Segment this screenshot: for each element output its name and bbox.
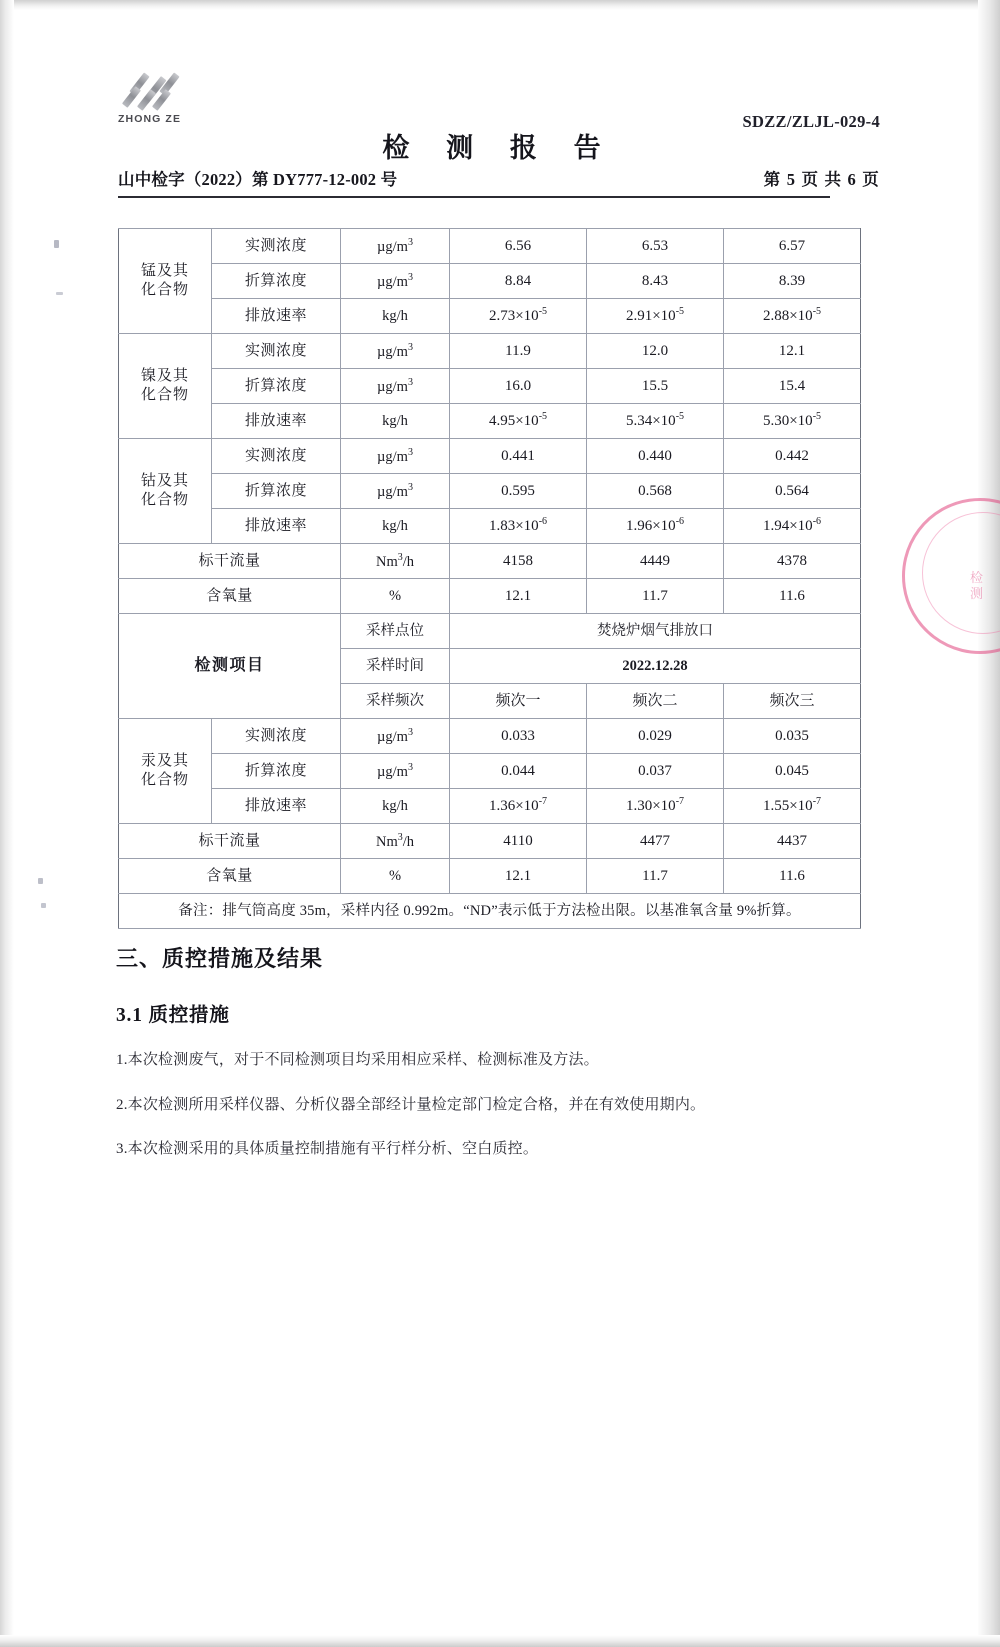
official-seal-text: 检 测 (969, 570, 984, 601)
sampling-group-label: 检测项目 (119, 614, 341, 719)
table-row (119, 824, 861, 859)
value-cell: 6.56 (450, 229, 587, 264)
row-unit: % (341, 579, 450, 614)
sampling-freq-value: 频次一 (450, 684, 587, 719)
measurement-table (118, 228, 861, 929)
row-item-label: 折算浓度 (212, 754, 341, 789)
scan-artifact-speck (41, 903, 46, 908)
table-row (119, 299, 861, 334)
table-row (119, 509, 861, 544)
value-cell: 12.0 (587, 334, 724, 369)
row-item-label: 实测浓度 (212, 439, 341, 474)
row-item-label: 实测浓度 (212, 229, 341, 264)
value-cell: 0.442 (724, 439, 861, 474)
sampling-freq-value: 频次二 (587, 684, 724, 719)
value-cell: 12.1 (724, 334, 861, 369)
value-cell: $4.95\times 10^{-5}$ (450, 404, 587, 439)
row-item-label: 实测浓度 (212, 719, 341, 754)
value-cell: 12.1 (450, 579, 587, 614)
value-cell: 6.57 (724, 229, 861, 264)
value-cell: $5.30\times 10^{-5}$ (724, 404, 861, 439)
table-row (119, 894, 861, 929)
page-title: 检 测 报 告 (382, 133, 616, 163)
scan-edge-bottom (0, 1635, 1000, 1647)
row-label-flow: 标干流量 (119, 544, 341, 579)
table-row (119, 614, 861, 649)
value-cell: 0.440 (587, 439, 724, 474)
page-number: 第 5 页 共 6 页 (763, 170, 880, 189)
row-item-label: 排放速率 (212, 509, 341, 544)
value-cell: $1.36\times 10^{-7}$ (450, 789, 587, 824)
row-item-label: 排放速率 (212, 299, 341, 334)
sampling-freq-value: 频次三 (724, 684, 861, 719)
row-item-label: 折算浓度 (212, 474, 341, 509)
sampling-freq-label: 采样频次 (341, 684, 450, 719)
value-cell: 12.1 (450, 859, 587, 894)
row-unit: Nm$^3$/h (341, 544, 450, 579)
value-cell: 0.029 (587, 719, 724, 754)
value-cell: 11.7 (587, 579, 724, 614)
value-cell: 0.441 (450, 439, 587, 474)
row-unit: kg/h (341, 404, 450, 439)
group-label-cobalt: 钴及其 化合物 (119, 439, 212, 544)
header-divider (118, 196, 830, 198)
group-label-mercury: 汞及其 化合物 (119, 719, 212, 824)
scan-artifact-speck (56, 292, 63, 295)
row-unit: $\mu g/m^3$ (341, 754, 450, 789)
section-heading: 三、质控措施及结果 (116, 946, 324, 971)
scan-edge-left (0, 0, 14, 1647)
row-unit: $\mu g/m^3$ (341, 264, 450, 299)
row-unit: $\mu g/m^3$ (341, 439, 450, 474)
row-unit: kg/h (341, 299, 450, 334)
table-row (119, 474, 861, 509)
row-unit: Nm$^3$/h (341, 824, 450, 859)
value-cell: $2.88\times 10^{-5}$ (724, 299, 861, 334)
value-cell: $1.96\times 10^{-6}$ (587, 509, 724, 544)
table-row (119, 789, 861, 824)
scan-artifact-speck (54, 240, 59, 248)
value-cell: 0.044 (450, 754, 587, 789)
table-row (119, 334, 861, 369)
value-cell: 16.0 (450, 369, 587, 404)
report-number: 山中检字（2022）第 DY777-12-002 号 (118, 170, 398, 189)
sampling-point-label: 采样点位 (341, 614, 450, 649)
table-row (119, 264, 861, 299)
logo-bars-icon (126, 72, 198, 110)
table-row (119, 229, 861, 264)
report-subheader (118, 166, 880, 196)
row-unit: kg/h (341, 789, 450, 824)
row-item-label: 排放速率 (212, 789, 341, 824)
row-label-oxygen: 含氧量 (119, 579, 341, 614)
sampling-time-value: 2022.12.28 (450, 649, 861, 684)
row-item-label: 折算浓度 (212, 369, 341, 404)
value-cell: 4158 (450, 544, 587, 579)
value-cell: $5.34\times 10^{-5}$ (587, 404, 724, 439)
value-cell: 11.6 (724, 579, 861, 614)
value-cell: $1.83\times 10^{-6}$ (450, 509, 587, 544)
value-cell: 0.564 (724, 474, 861, 509)
value-cell: 8.84 (450, 264, 587, 299)
value-cell: 11.9 (450, 334, 587, 369)
sampling-point-value: 焚烧炉烟气排放口 (450, 614, 861, 649)
row-unit: $\mu g/m^3$ (341, 334, 450, 369)
value-cell: 0.045 (724, 754, 861, 789)
table-row (119, 439, 861, 474)
value-cell: $2.91\times 10^{-5}$ (587, 299, 724, 334)
table-remark: 备注：排气筒高度 35m，采样内径 0.992m。“ND”表示低于方法检出限。以基准氧含量 9%折算。 (119, 894, 861, 929)
value-cell: 4449 (587, 544, 724, 579)
table-row (119, 719, 861, 754)
value-cell: 4437 (724, 824, 861, 859)
row-unit: $\mu g/m^3$ (341, 474, 450, 509)
row-unit: $\mu g/m^3$ (341, 719, 450, 754)
value-cell: 0.595 (450, 474, 587, 509)
row-item-label: 实测浓度 (212, 334, 341, 369)
row-unit: $\mu g/m^3$ (341, 369, 450, 404)
document-code: SDZZ/ZLJL-029-4 (742, 112, 880, 131)
quality-control-section (116, 930, 880, 1161)
row-unit: % (341, 859, 450, 894)
table-row (119, 859, 861, 894)
subsection-heading: 3.1 质控措施 (116, 1005, 230, 1026)
value-cell: 15.5 (587, 369, 724, 404)
sampling-time-label: 采样时间 (341, 649, 450, 684)
value-cell: 8.39 (724, 264, 861, 299)
group-label-manganese: 锰及其 化合物 (119, 229, 212, 334)
paragraph: 1.本次检测废气，对于不同检测项目均采用相应采样、检测标准及方法。 (116, 1052, 599, 1068)
value-cell: $1.30\times 10^{-7}$ (587, 789, 724, 824)
value-cell: 0.033 (450, 719, 587, 754)
value-cell: 4110 (450, 824, 587, 859)
report-header (118, 0, 880, 184)
row-label-flow: 标干流量 (119, 824, 341, 859)
value-cell: 4378 (724, 544, 861, 579)
value-cell: 8.43 (587, 264, 724, 299)
row-unit: $\mu g/m^3$ (341, 229, 450, 264)
logo-wordmark: ZHONG ZE (118, 113, 182, 125)
row-item-label: 排放速率 (212, 404, 341, 439)
value-cell: 0.568 (587, 474, 724, 509)
group-label-nickel: 镍及其 化合物 (119, 334, 212, 439)
scan-artifact-speck (38, 878, 43, 884)
row-item-label: 折算浓度 (212, 264, 341, 299)
row-unit: kg/h (341, 509, 450, 544)
company-logo (118, 72, 210, 130)
value-cell: $2.73\times 10^{-5}$ (450, 299, 587, 334)
table-row (119, 404, 861, 439)
row-label-oxygen: 含氧量 (119, 859, 341, 894)
value-cell: 11.7 (587, 859, 724, 894)
table-row (119, 544, 861, 579)
paragraph: 3.本次检测采用的具体质量控制措施有平行样分析、空白质控。 (116, 1141, 539, 1157)
table-row (119, 369, 861, 404)
value-cell: $1.94\times 10^{-6}$ (724, 509, 861, 544)
table-row (119, 754, 861, 789)
scan-edge-right (978, 0, 1000, 1647)
paragraph: 2.本次检测所用采样仪器、分析仪器全部经计量检定部门检定合格，并在有效使用期内。 (116, 1096, 706, 1113)
table-row (119, 579, 861, 614)
value-cell: 0.037 (587, 754, 724, 789)
value-cell: 0.035 (724, 719, 861, 754)
value-cell: $1.55\times 10^{-7}$ (724, 789, 861, 824)
value-cell: 15.4 (724, 369, 861, 404)
value-cell: 11.6 (724, 859, 861, 894)
value-cell: 4477 (587, 824, 724, 859)
value-cell: 6.53 (587, 229, 724, 264)
